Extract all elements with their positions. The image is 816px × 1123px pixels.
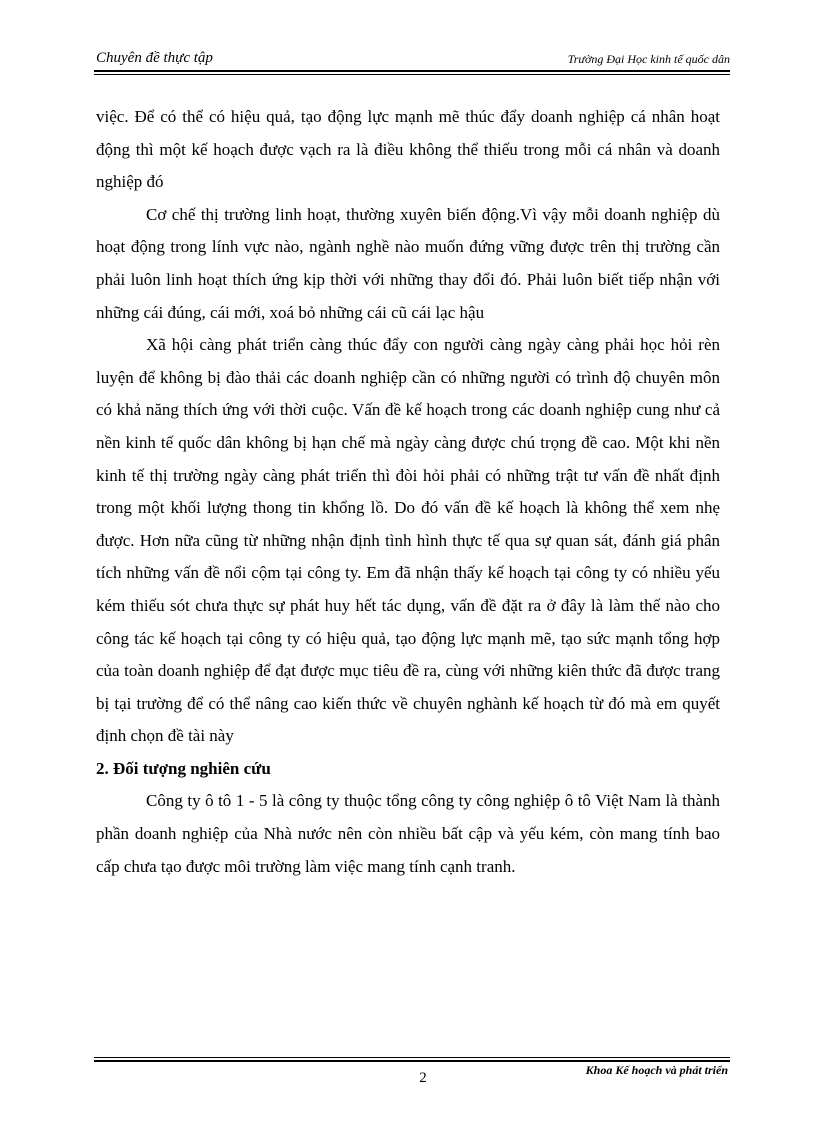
footer-rule-thick: [94, 1060, 730, 1062]
section-heading: 2. Đối tượng nghiên cứu: [96, 758, 271, 778]
page-header: [94, 47, 730, 69]
header-rule-thin: [94, 74, 730, 75]
footer-faculty-name: Khoa Kế hoạch và phát triển: [585, 1063, 728, 1077]
page-number: 2: [419, 1070, 427, 1086]
header-university-name: Trường Đại Học kinh tế quốc dân: [567, 52, 730, 66]
paragraph-society-development: Xã hội càng phát triển càng thúc đẩy con người càng ngày càng phải học hỏi rèn luyện để không bị đào thải các doanh nghiệp cần có những người có trình độ chuyên môn có khả năng thích ứng với thời cuộc. Vấn đề kế hoạch trong các doanh nghiệp cung như cả nền kinh tế quốc dân không bị hạn chế mà ngày càng được chú trọng đề cao. Một khi nền kinh tế thị trường ngày càng phát triển thì đòi hỏi phải có những trật tư vấn đề nhất định trong một khối lượng thong tin khổng lồ. Do đó vấn đề kế hoạch là không thể xem nhẹ được. Hơn nữa cũng từ những nhận định tình hình thực tế qua sự quan sát, đánh giá phân tích những vấn đề nổi cộm tại công ty. Em đã nhận thấy kế hoạch tại công ty có nhiều yếu kém thiếu sót chưa thực sự phát huy hết tác dụng, vấn đề đặt ra ở đây là làm thế nào cho công tác kế hoạch tại công ty có hiệu quả, tạo động lực mạnh mẽ, tạo sức mạnh tổng hợp của toàn doanh nghiệp để đạt được mục tiêu đề ra, cùng với những kiên thức đã được trang bị tại trường để có thể nâng cao kiến thức về chuyên nghành kế hoạch từ đó mà em quyết định chọn đề tài này: [96, 335, 720, 746]
body-text: [96, 101, 720, 883]
footer-rule-thin: [94, 1057, 730, 1058]
header-rule-thick: [94, 70, 730, 72]
paragraph-research-subject: Công ty ô tô 1 - 5 là công ty thuộc tổng công ty công nghiệp ô tô Việt Nam là thành phần doanh nghiệp của Nhà nước nên còn nhiều bất cập và yếu kém, còn mang tính bao cấp chưa tạo được môi trường làm việc mang tính cạnh tranh.: [96, 791, 720, 876]
paragraph-continuation: việc. Để có thể có hiệu quả, tạo động lực mạnh mẽ thúc đẩy doanh nghiệp cá nhân hoạt động thì một kế hoạch được vạch ra là điều không thể thiếu trong mỗi cá nhân và doanh nghiệp đó: [96, 107, 720, 192]
header-document-title: Chuyên đề thực tập: [96, 50, 213, 66]
paragraph-market-mechanism: Cơ chế thị trường linh hoạt, thường xuyên biến động.Vì vậy mỗi doanh nghiệp dù hoạt động trong lính vực nào, ngành nghề nào muốn đứng vững được trên thị trường cần phải luôn linh hoạt thích ứng kịp thời với những thay đổi đó. Phải luôn biết tiếp nhận với những cái đúng, cái mới, xoá bỏ những cái cũ cái lạc hậu: [96, 204, 720, 322]
